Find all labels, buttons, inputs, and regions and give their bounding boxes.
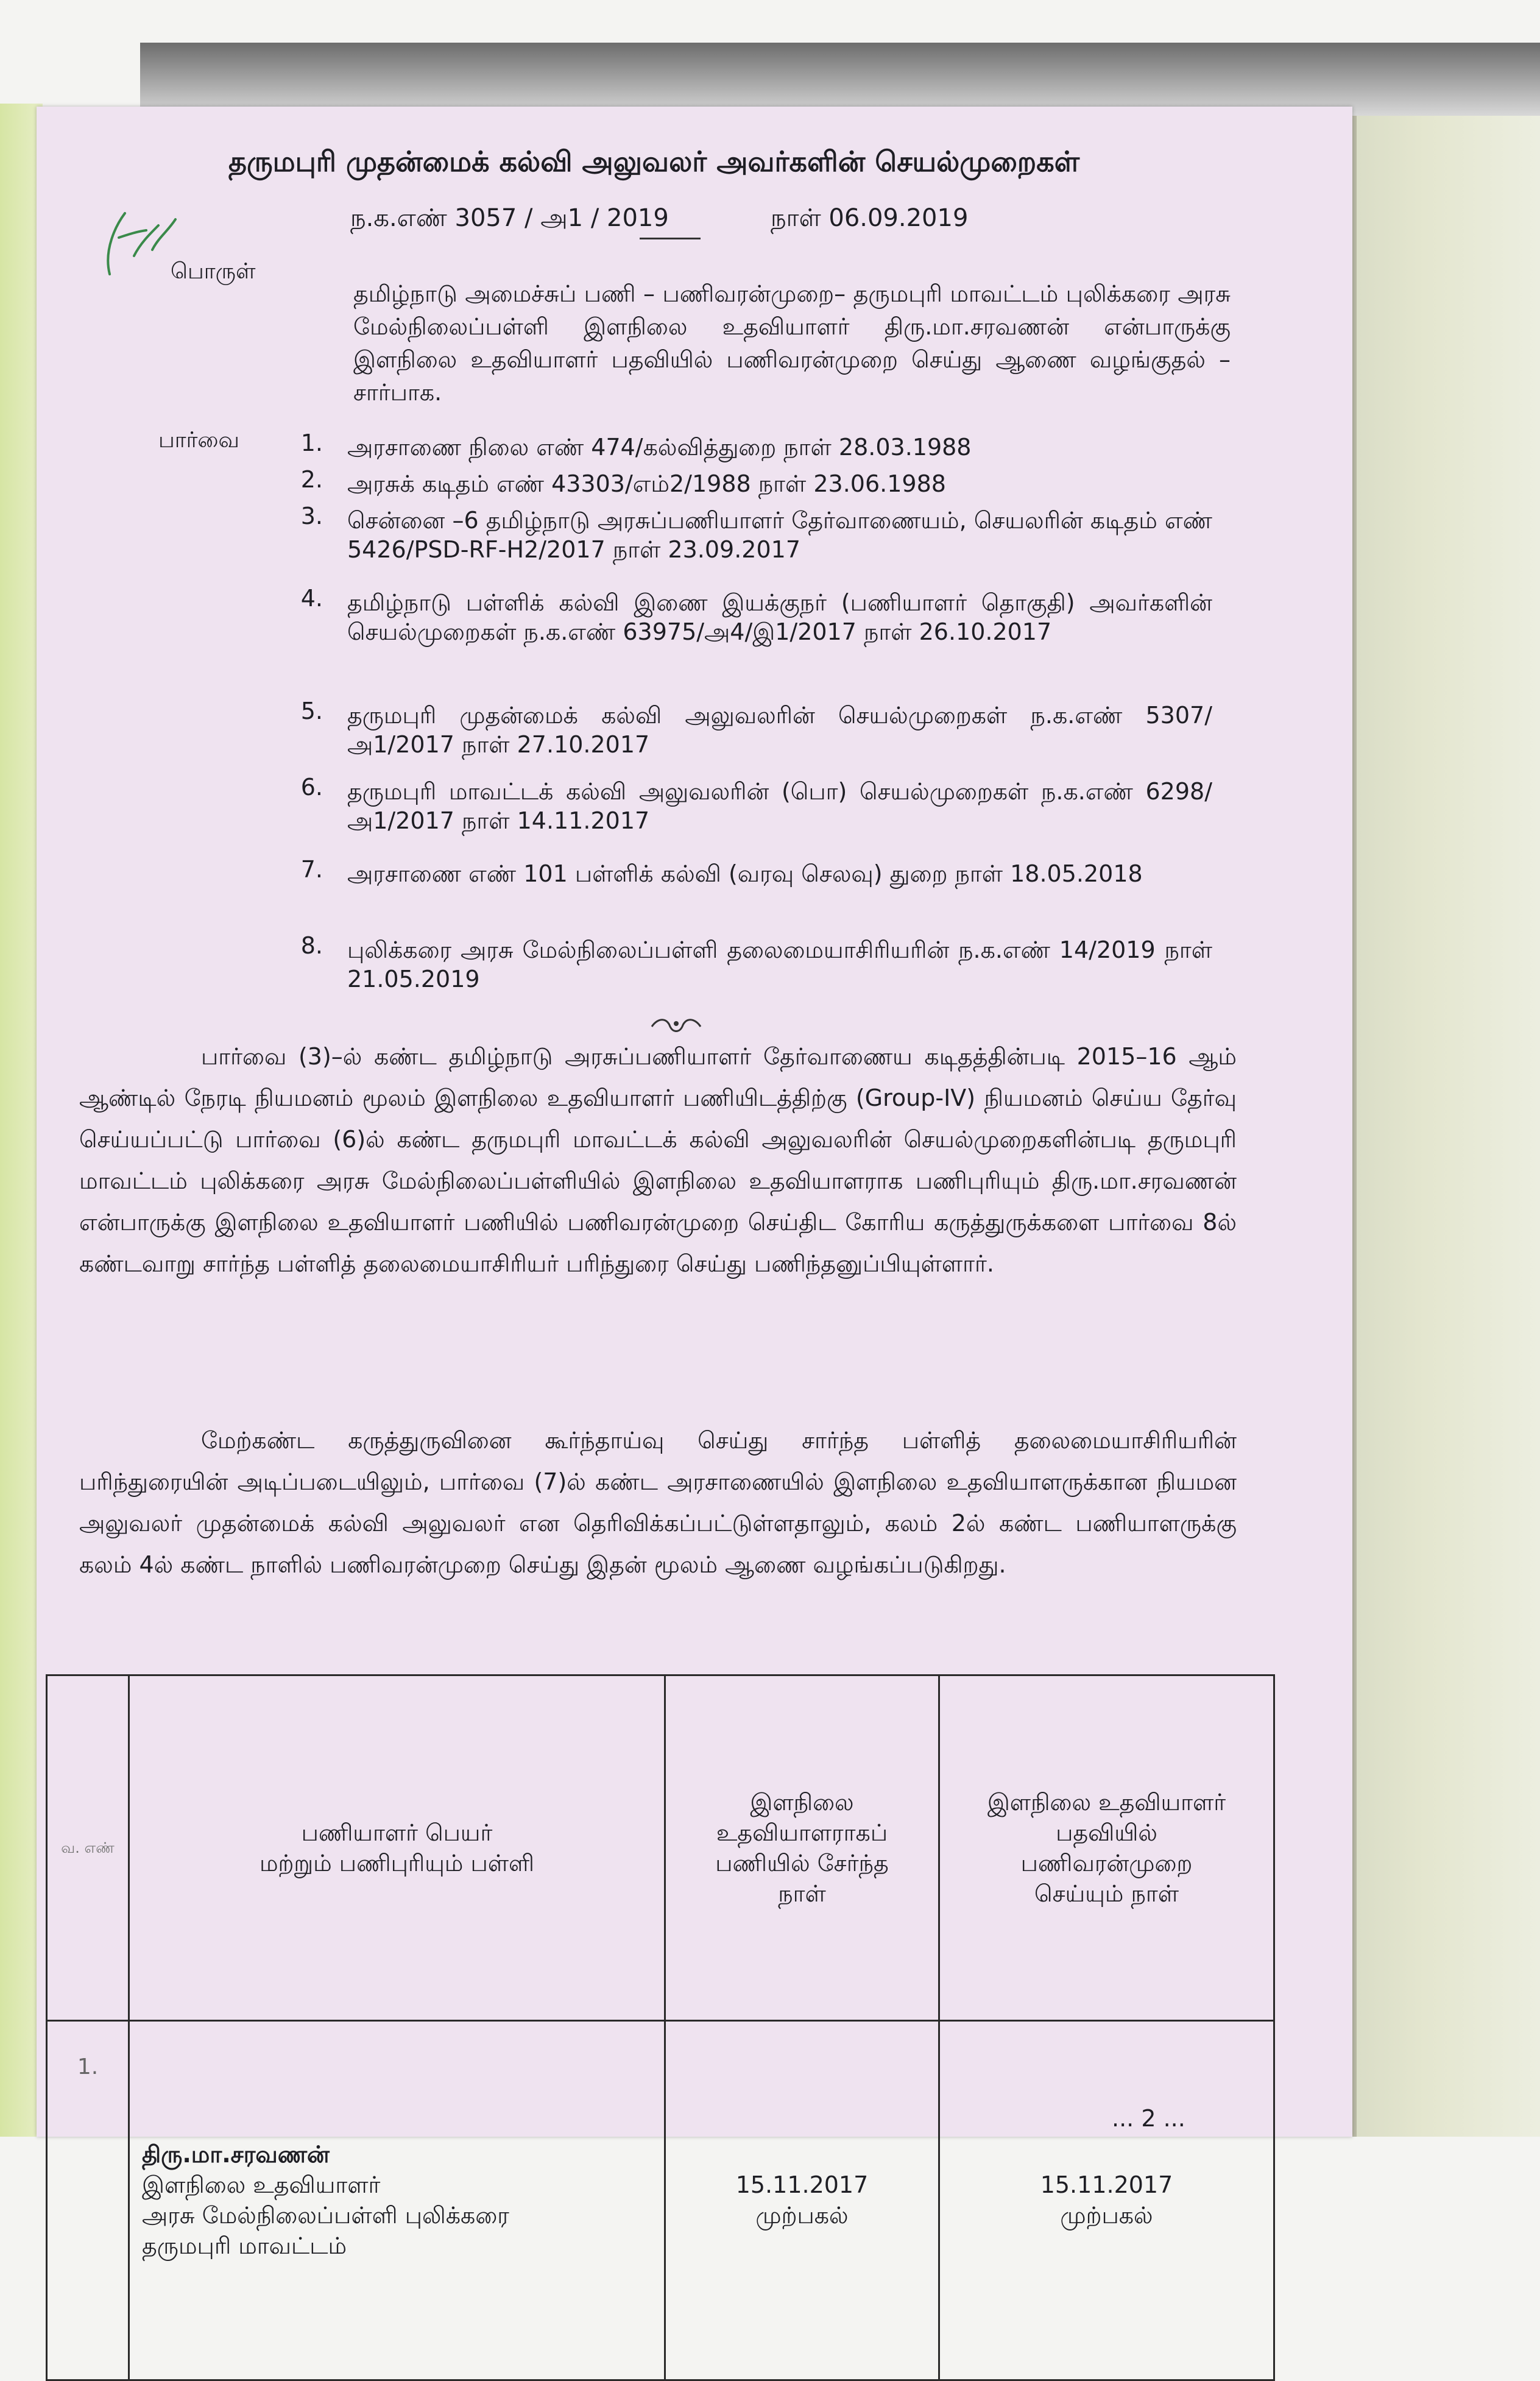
regularised-date-value: 15.11.2017 xyxy=(1040,2171,1173,2199)
reference-number-7: 7. xyxy=(300,856,323,883)
row-serial-no: 1. xyxy=(47,2020,129,2380)
row-employee-details xyxy=(129,2020,665,2380)
reference-number-8: 8. xyxy=(300,932,323,959)
document-title: தருமபுரி முதன்மைக் கல்வி அலுவலர் அவர்களின் செயல்முறைகள் xyxy=(228,145,1080,178)
reference-number-3: 3. xyxy=(300,503,323,529)
header-serial-no: வ. எண் xyxy=(47,1675,129,2021)
reference-item-2: அரசுக் கடிதம் எண் 43303/எம்2/1988 நாள் 23.06.1988 xyxy=(347,470,946,497)
table-header-row xyxy=(47,1675,1274,2021)
row-joined-date xyxy=(665,2020,939,2380)
joined-date-value: 15.11.2017 xyxy=(735,2171,869,2199)
employee-designation: இளநிலை உதவியாளர் xyxy=(142,2171,381,2199)
reference-item-7: அரசாணை எண் 101 பள்ளிக் கல்வி (வரவு செலவு) துறை நாள் 18.05.2018 xyxy=(347,860,1143,887)
reference-item-8: புலிக்கரை அரசு மேல்நிலைப்பள்ளி தலைமையாசிரியரின் ந.க.எண் 14/2019 நாள் 21.05.2019 xyxy=(347,936,1212,992)
employee-name: திரு.மா.சரவணன் xyxy=(142,2141,330,2168)
employee-district: தருமபுரி மாவட்டம் xyxy=(142,2232,347,2260)
row-regularised-date xyxy=(939,2020,1274,2380)
regularisation-table xyxy=(46,1674,1275,2381)
body-paragraph-1: பார்வை (3)–ல் கண்ட தமிழ்நாடு அரசுப்பணியாளர் தேர்வாணைய கடிதத்தின்படி 2015–16 ஆம் ஆண்டில் நேரடி நியமனம் மூலம் இளநிலை உதவியாளர் பணியிடத்திற்கு (Group-IV) நியமனம் செய்ய தேர்வு செய்யப்பட்டு பார்வை (6)ல் கண்ட தருமபுரி மாவட்டக் கல்வி அலுவலரின் செயல்முறைகளின்படி தருமபுரி மாவட்டம் புலிக்கரை அரசு மேல்நிலைப்பள்ளியில் இளநிலை உதவியாளராக பணிபுரியும் திரு.மா.சரவணன் என்பாருக்கு இளநிலை உதவியாளர் பணியில் பணிவரன்முறை செய்திட கோரிய கருத்துருக்களை பார்வை 8ல் கண்டவாறு சார்ந்த பள்ளித் தலைமையாசிரியர் பரிந்துரை செய்து பணிந்தனுப்பியுள்ளார். xyxy=(79,1043,1237,1277)
ornament-icon xyxy=(646,1011,707,1036)
reference-item-3: சென்னை –6 தமிழ்நாடு அரசுப்பணியாளர் தேர்வாணையம், செயலரின் கடிதம் எண் 5426/PSD-RF-H2/2017 நாள் 23.09.2017 xyxy=(347,507,1212,563)
regularised-session: முற்பகல் xyxy=(1060,2202,1153,2229)
reference-item-4: தமிழ்நாடு பள்ளிக் கல்வி இணை இயக்குநர் (பணியாளர் தொகுதி) அவர்களின் செயல்முறைகள் ந.க.எண் 63975/அ4/இ1/2017 நாள் 26.10.2017 xyxy=(347,589,1212,645)
header-regularised-date: இளநிலை உதவியாளர் பதவியில் பணிவரன்முறை செய்யும் நாள் xyxy=(939,1675,1274,2021)
subject-text: தமிழ்நாடு அமைச்சுப் பணி – பணிவரன்முறை– தருமபுரி மாவட்டம் புலிக்கரை அரசு மேல்நிலைப்பள்ளி இளநிலை உதவியாளர் திரு.மா.சரவணன் என்பாருக்கு இளநிலை உதவியாளர் பதவியில் பணிவரன்முறை செய்து ஆணை வழங்குதல் – சார்பாக. xyxy=(353,280,1231,406)
reference-item-6: தருமபுரி மாவட்டக் கல்வி அலுவலரின் (பொ) செயல்முறைகள் ந.க.எண் 6298/அ1/2017 நாள் 14.11.2017 xyxy=(347,778,1212,834)
reference-item-5: தருமபுரி முதன்மைக் கல்வி அலுவலரின் செயல்முறைகள் ந.க.எண் 5307/அ1/2017 நாள் 27.10.2017 xyxy=(347,702,1212,758)
reference-number-4: 4. xyxy=(300,585,323,612)
reference-item-1: அரசாணை நிலை எண் 474/கல்வித்துறை நாள் 28.03.1988 xyxy=(347,434,972,461)
references-label: பார்வை xyxy=(158,428,239,453)
body-paragraph-2: மேற்கண்ட கருத்துருவினை கூர்ந்தாய்வு செய்து சார்ந்த பள்ளித் தலைமையாசிரியரின் பரிந்துரையின் அடிப்படையிலும், பார்வை (7)ல் கண்ட அரசாணையில் இளநிலை உதவியாளருக்கான நியமன அலுவலர் முதன்மைக் கல்வி அலுவலர் என தெரிவிக்கப்பட்டுள்ளதாலும், கலம் 2ல் கண்ட பணியாளருக்கு கலம் 4ல் கண்ட நாளில் பணிவரன்முறை செய்து இதன் மூலம் ஆணை வழங்கப்படுகிறது. xyxy=(79,1427,1237,1578)
reference-number: ந.க.எண் 3057 / அ1 / 2019 xyxy=(350,204,669,232)
document-date: நாள் 06.09.2019 xyxy=(771,204,969,232)
joined-session: முற்பகல் xyxy=(755,2202,849,2229)
reference-number-5: 5. xyxy=(300,698,323,724)
header-joined-date: இளநிலை உதவியாளராகப் பணியில் சேர்ந்த நாள் xyxy=(665,1675,939,2021)
separator-mark xyxy=(640,238,701,239)
reference-number-1: 1. xyxy=(300,430,323,456)
folder-right-edge xyxy=(1349,116,1540,2137)
handwritten-initials xyxy=(91,201,183,280)
header-employee-name: பணியாளர் பெயர் மற்றும் பணிபுரியும் பள்ளி xyxy=(129,1675,665,2021)
table-row xyxy=(47,2020,1274,2380)
reference-number-2: 2. xyxy=(300,466,323,493)
page-continuation: ... 2 ... xyxy=(1112,2105,1185,2132)
reference-number-6: 6. xyxy=(300,774,323,801)
employee-school: அரசு மேல்நிலைப்பள்ளி புலிக்கரை xyxy=(142,2202,509,2229)
subject-label: பொருள் xyxy=(171,259,256,284)
